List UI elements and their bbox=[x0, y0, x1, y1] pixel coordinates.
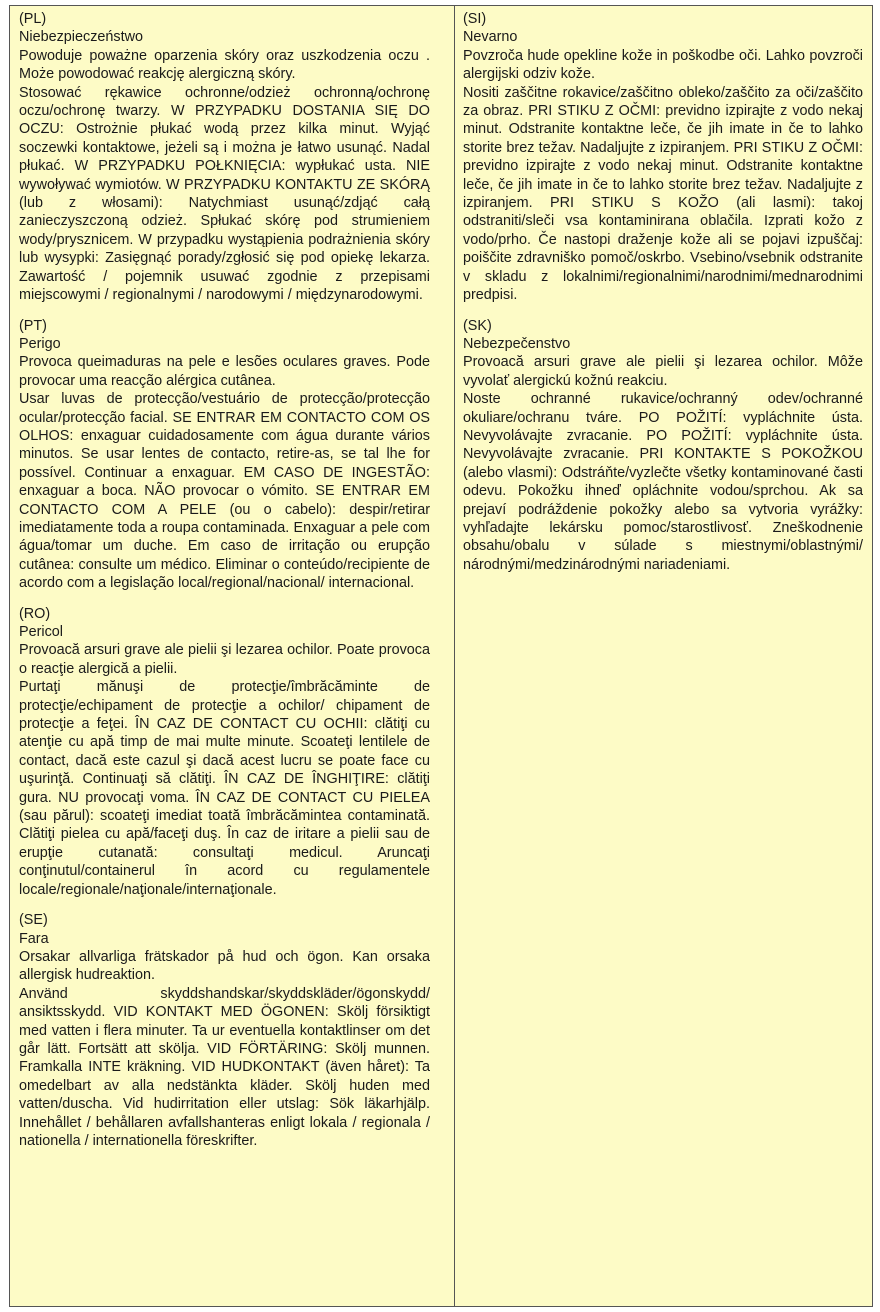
label-panel bbox=[9, 5, 873, 1307]
signal-word: Niebezpieczeństwo bbox=[19, 29, 143, 46]
language-code: (SK) bbox=[463, 317, 492, 334]
precautionary-statement: Använd skyddshandskar/skyddskläder/ögonskydd/ ansiktsskydd. VID KONTAKT MED ÖGONEN: Skölj försiktigt med vatten i flera minuter. Ta ur eventuella kontaktlinser om det går lätt. Fortsätt att skölja. VID FÖRTÄRING: Skölj munnen. Framkalla INTE kräkning. VID HUDKONTAKT (även håret): Ta omedelbart av alla nedstänkta kläder. Skölj huden med vatten/duscha. Vid hudirritation eller utslag: Sök läkarhjälp. Innehållet / behållaren avfallshanteras enligt lokala / regionala / nationella / internationella föreskrifter. bbox=[19, 985, 430, 1149]
signal-word: Perigo bbox=[19, 335, 61, 352]
hazard-statement: Povzroča hude opekline kože in poškodbe oči. Lahko povzroči alergijski odziv kože. bbox=[463, 47, 863, 83]
section-pt bbox=[19, 317, 430, 593]
signal-word: Nebezpečenstvo bbox=[463, 335, 571, 352]
language-code: (PL) bbox=[19, 11, 47, 27]
left-column bbox=[19, 10, 430, 1162]
hazard-statement: Provoacă arsuri grave ale pielii şi lezarea ochilor. Poate provoca o reacţie alergică a pielii. bbox=[19, 642, 430, 677]
column-divider bbox=[454, 6, 455, 1306]
precautionary-statement: Nositi zaščitne rokavice/zaščitno obleko/zaščito za oči/zaščito za obraz. PRI STIKU Z OČMI: previdno izpirajte z vodo nekaj minut. Odstranite kontaktne leče, če jih imate in če to lahko storite brez težav. Nadaljujte z izpiranjem. PRI STIKU Z OČMI: previdno izpirajte z vodo nekaj minut. Odstranite kontaktne leče, če jih imate in če to lahko storite brez težav. Nadaljujte z izpiranjem. PRI STIKU S KOŽO (ali lasmi): takoj odstraniti/sleči vsa kontaminirana oblačila. Izprati kožo z vodo/prho. Če nastopi draženje kože ali se pojavi izpuščaj: poiščite zdravniško pomoč/oskrbo. Vsebino/vsebnik odstranite v skladu z lokalnimi/regionalnimi/narodnimi/mednarodnimi predpisi. bbox=[463, 84, 863, 304]
language-code: (RO) bbox=[19, 605, 51, 622]
signal-word: Fara bbox=[19, 930, 49, 947]
section-se bbox=[19, 911, 430, 1150]
precautionary-statement: Stosować rękawice ochronne/odzież ochronną/ochronę oczu/ochronę twarzy. W PRZYPADKU DOSTANIA SIĘ DO OCZU: Ostrożnie płukać wodą przez kilka minut. Wyjąć soczewki kontaktowe, jeżeli są i można je łatwo usunąć. Nadal płukać. W PRZYPADKU POŁKNIĘCIA: wypłukać usta. NIE wywoływać wymiotów. W PRZYPADKU KONTAKTU ZE SKÓRĄ (lub z włosami): Natychmiast usunąć/zdjąć całą zanieczyszczoną odzież. Spłukać skórę pod strumieniem wody/prysznicem. W przypadku wystąpienia podrażnienia skóry lub wysypki: Zasięgnąć porady/zgłosić się pod opiekę lekarza. Zawartość / pojemnik usuwać zgodnie z przepisami miejscowymi / regionalnymi / narodowymi / międzynarodowymi. bbox=[19, 84, 430, 304]
language-code: (SE) bbox=[19, 912, 48, 929]
precautionary-statement: Usar luvas de protecção/vestuário de protecção/protecção ocular/protecção facial. SE ENTRAR EM CONTACTO COM OS OLHOS: enxaguar cuidadosamente com água durante vários minutos. Se usar lentes de contacto, retire-as, se tal lhe for possível. Continuar a enxaguar. EM CASO DE INGESTÃO: enxaguar a boca. NÃO provocar o vómito. SE ENTRAR EM CONTACTO COM A PELE (ou o cabelo): despir/retirar imediatamente toda a roupa contaminada. Enxaguar a pele com água/tomar um duche. Em caso de irritação ou erupção cutânea: consulte um médico. Eliminar o conteúdo/recipiente de acordo com a legislação local/regional/nacional/ internacional. bbox=[19, 391, 430, 592]
hazard-statement: Orsakar allvarliga frätskador på hud och ögon. Kan orsaka allergisk hudreaktion. bbox=[19, 948, 430, 984]
signal-word: Pericol bbox=[19, 624, 63, 640]
hazard-statement: Powoduje poważne oparzenia skóry oraz uszkodzenia oczu . Może powodować reakcję alergiczną skóry. bbox=[19, 47, 430, 83]
language-code: (SI) bbox=[463, 11, 487, 27]
right-column bbox=[463, 10, 863, 586]
precautionary-statement: Purtaţi mănuşi de protecţie/îmbrăcăminte de protecţie/echipament de protecţie a ochilor/ chipament de protecţie a feţei. ÎN CAZ DE CONTACT CU OCHII: clătiţi cu atenţie cu apă timp de mai multe minute. Scoateţi lentilele de contact, dacă este cazul şi dacă acest lucru se poate face cu uşurinţă. Continuaţi să clătiţi. ÎN CAZ DE ÎNGHIŢIRE: clătiţi gura. NU provocaţi voma. ÎN CAZ DE CONTACT CU PIELEA (sau părul): scoateţi imediat toată îmbrăcămintea contaminată. Clătiţi pielea cu apă/faceţi duş. În caz de iritare a pielii sau de erupţie cutanată: consultaţi medicul. Aruncaţi conţinutul/containerul în acord cu regulamentele locale/regionale/naţionale/internaţionale. bbox=[19, 679, 430, 898]
hazard-statement: Provoacă arsuri grave ale pielii şi lezarea ochilor. Môže vyvolať alergickú kožnú reakciu. bbox=[463, 354, 863, 389]
section-pl bbox=[19, 10, 430, 305]
section-sk bbox=[463, 317, 863, 575]
section-si bbox=[463, 10, 863, 305]
hazard-statement: Provoca queimaduras na pele e lesões oculares graves. Pode provocar uma reacção alérgica cutânea. bbox=[19, 354, 430, 389]
signal-word: Nevarno bbox=[463, 29, 518, 46]
precautionary-statement: Noste ochranné rukavice/ochranný odev/ochranné okuliare/ochranu tváre. PO POŽITÍ: vypláchnite ústa. Nevyvolávajte zvracanie. PO POŽITÍ: vypláchnite ústa. Nevyvolávajte zvracanie. PRI KONTAKTE S POKOŽKOU (alebo vlasmi): Odstráňte/vyzlečte všetky kontaminované časti odevu. Pokožku ihneď opláchnite vodou/sprchou. Ak sa prejaví podráždenie pokožky alebo sa vytvoria vyrážky: vyhľadajte lekársku pomoc/starostlivosť. Zneškodnenie obsahu/obalu v súlade s miestnymi/oblastnými/ národnými/medzinárodnými nariadeniami. bbox=[463, 391, 863, 573]
language-code: (PT) bbox=[19, 317, 47, 334]
section-ro bbox=[19, 605, 430, 900]
